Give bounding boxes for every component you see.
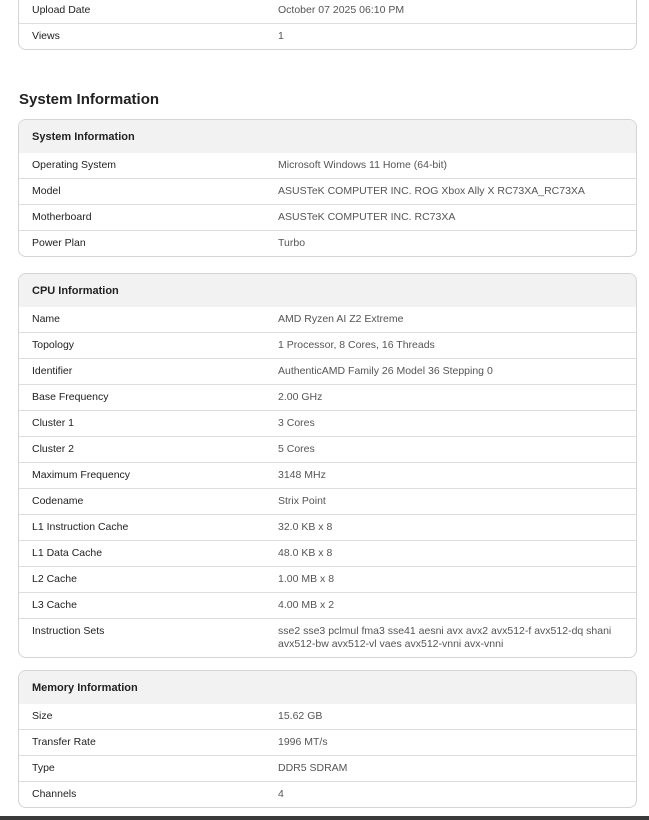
row-value: Microsoft Windows 11 Home (64-bit) xyxy=(278,159,448,171)
row-value: ASUSTeK COMPUTER INC. RC73XA xyxy=(278,205,636,231)
card-title: Memory Information xyxy=(19,671,636,704)
row-value: sse2 sse3 pclmul fma3 sse41 aesni avx avx2 avx512-f avx512-dq shani avx512-bw avx512-vl vaes avx512-vnni avx-vnni xyxy=(278,619,636,658)
upload-info-card xyxy=(18,0,637,50)
row-label: Power Plan xyxy=(19,231,278,257)
table-row xyxy=(19,24,636,50)
row-label: L2 Cache xyxy=(19,567,278,593)
row-value: 2.00 GHz xyxy=(278,385,636,411)
table-row xyxy=(19,515,636,541)
row-value: 1 xyxy=(278,24,636,50)
table-row xyxy=(19,593,636,619)
row-label: L1 Instruction Cache xyxy=(19,515,278,541)
memory-info-table xyxy=(19,704,636,807)
row-label: Name xyxy=(32,313,61,325)
table-row xyxy=(19,463,636,489)
table-row xyxy=(19,307,636,333)
row-label: Codename xyxy=(19,489,278,515)
row-value: 3 Cores xyxy=(278,411,636,437)
row-label: Views xyxy=(19,24,278,50)
row-value: 5 Cores xyxy=(278,437,636,463)
row-label: Motherboard xyxy=(19,205,278,231)
row-value: 3148 MHz xyxy=(278,463,636,489)
row-value: Turbo xyxy=(278,231,636,257)
memory-info-card xyxy=(18,670,637,808)
table-row xyxy=(19,359,636,385)
table-row xyxy=(19,704,636,730)
table-row xyxy=(19,619,636,658)
table-row xyxy=(19,782,636,808)
row-label: Size xyxy=(32,710,53,722)
table-row xyxy=(19,756,636,782)
row-value: DDR5 SDRAM xyxy=(278,756,636,782)
table-row xyxy=(19,333,636,359)
table-row xyxy=(19,231,636,257)
row-value: Strix Point xyxy=(278,489,636,515)
row-value: 1.00 MB x 8 xyxy=(278,567,636,593)
section-title: System Information xyxy=(19,91,160,108)
row-value: 4 xyxy=(278,782,636,808)
table-row xyxy=(19,153,636,179)
row-value: 1996 MT/s xyxy=(278,730,636,756)
row-label: Operating System xyxy=(32,159,117,171)
row-label: Instruction Sets xyxy=(19,619,278,658)
row-value: 4.00 MB x 2 xyxy=(278,593,636,619)
table-row xyxy=(19,437,636,463)
table-row xyxy=(19,179,636,205)
row-label: Cluster 2 xyxy=(19,437,278,463)
table-row xyxy=(19,0,636,24)
table-row xyxy=(19,567,636,593)
row-label: L3 Cache xyxy=(19,593,278,619)
row-label: Identifier xyxy=(19,359,278,385)
row-label: Model xyxy=(19,179,278,205)
card-title: CPU Information xyxy=(19,274,636,307)
row-label: Type xyxy=(19,756,278,782)
row-value: 1 Processor, 8 Cores, 16 Threads xyxy=(278,333,636,359)
table-row xyxy=(19,385,636,411)
row-label: Maximum Frequency xyxy=(19,463,278,489)
system-info-card xyxy=(18,119,637,257)
table-row xyxy=(19,541,636,567)
row-value: 32.0 KB x 8 xyxy=(278,515,636,541)
row-value: AuthenticAMD Family 26 Model 36 Stepping 0 xyxy=(278,359,636,385)
cpu-info-table xyxy=(19,307,636,657)
cpu-info-card xyxy=(18,273,637,658)
table-row xyxy=(19,411,636,437)
table-row xyxy=(19,489,636,515)
row-value: ASUSTeK COMPUTER INC. ROG Xbox Ally X RC73XA_RC73XA xyxy=(278,179,636,205)
row-label: L1 Data Cache xyxy=(19,541,278,567)
row-label: Channels xyxy=(19,782,278,808)
row-value: 48.0 KB x 8 xyxy=(278,541,636,567)
row-value: October 07 2025 06:10 PM xyxy=(278,4,405,16)
row-label: Cluster 1 xyxy=(19,411,278,437)
table-row xyxy=(19,205,636,231)
card-title: System Information xyxy=(19,120,636,153)
row-label: Base Frequency xyxy=(19,385,278,411)
upload-info-table xyxy=(19,0,636,49)
row-label: Topology xyxy=(19,333,278,359)
row-label: Upload Date xyxy=(32,4,91,16)
row-label: Transfer Rate xyxy=(19,730,278,756)
system-info-table xyxy=(19,153,636,256)
bottom-edge-bar xyxy=(0,816,649,820)
row-value: AMD Ryzen AI Z2 Extreme xyxy=(278,313,404,325)
table-row xyxy=(19,730,636,756)
row-value: 15.62 GB xyxy=(278,710,323,722)
